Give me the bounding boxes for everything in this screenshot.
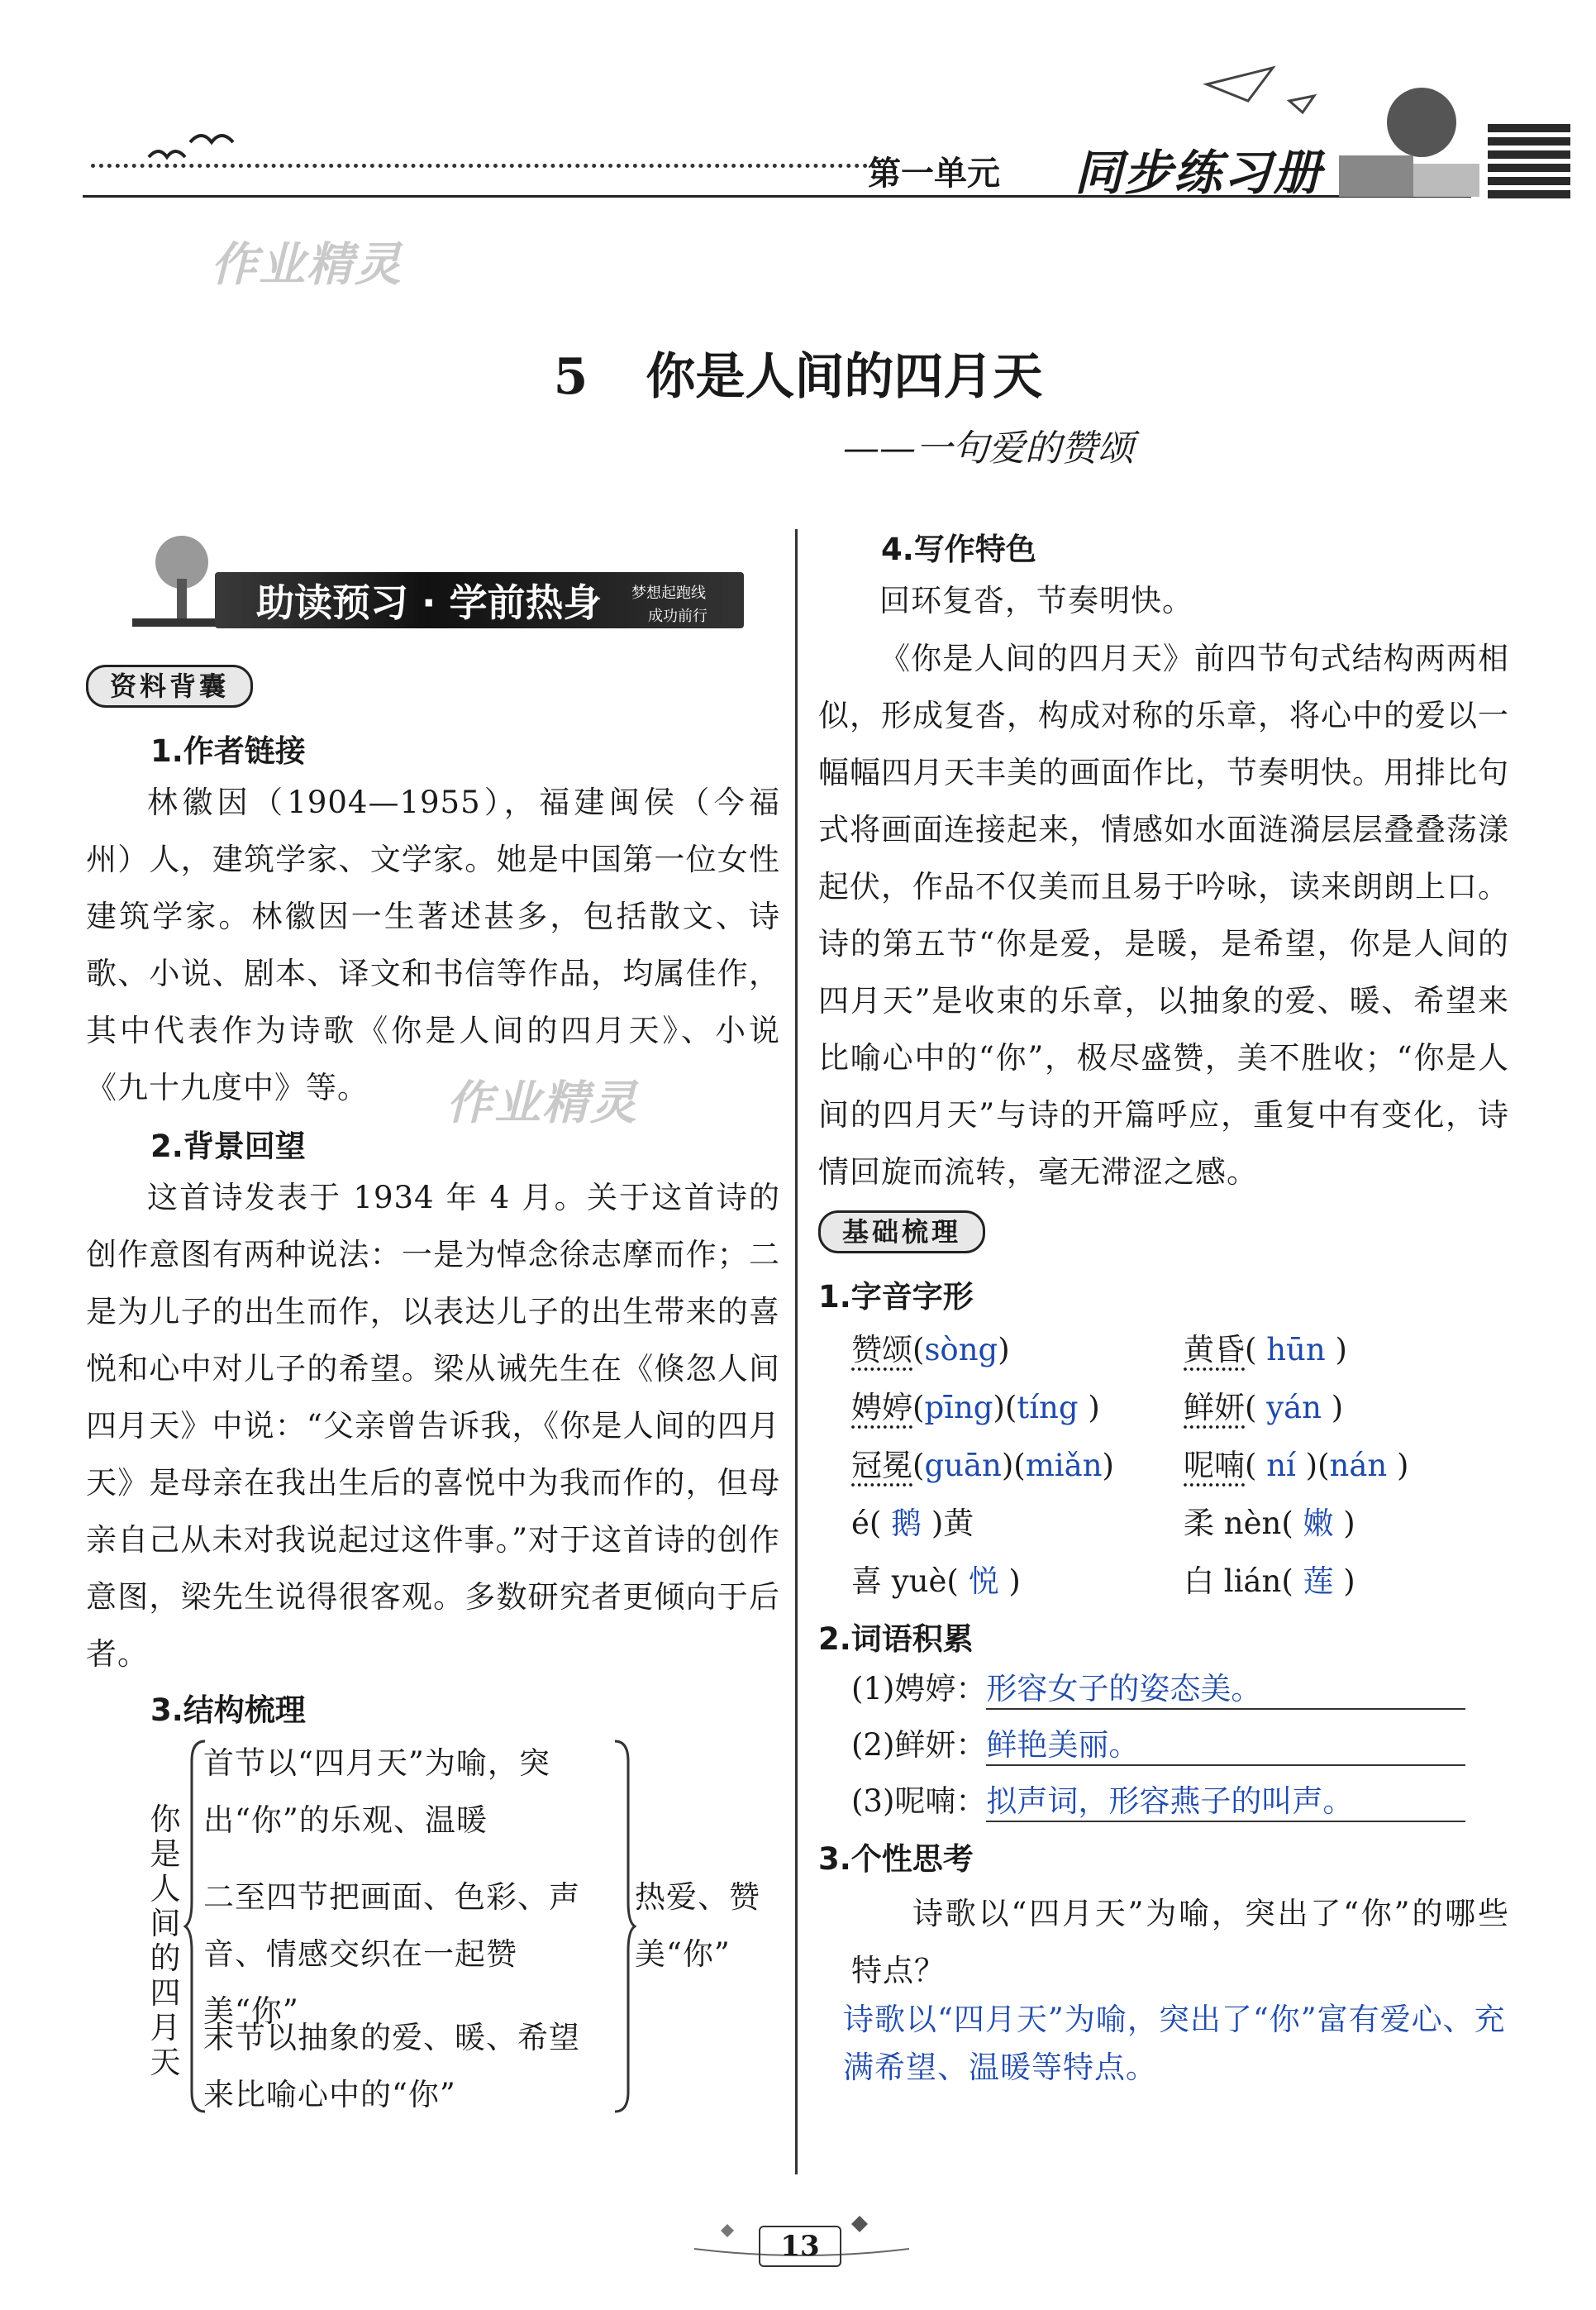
banner-slogan-2: 成功前行 xyxy=(648,608,707,625)
q3-answer: 诗歌以“四月天”为喻，突出了“你”富有爱心、充满希望、温暖等特点。 xyxy=(843,2002,1506,2085)
pinyin-item: 黄昏( hūn ) xyxy=(1184,1332,1347,1367)
pinyin-item: 喜 yuè( 悦 ) xyxy=(851,1563,1021,1599)
header-stripes xyxy=(1488,124,1570,203)
q1-heading: 1.字音字形 xyxy=(818,1279,974,1315)
banner-slogan-1: 梦想起跑线 xyxy=(631,585,706,602)
birds-icon xyxy=(141,124,240,174)
q2-heading: 2.词语积累 xyxy=(818,1621,974,1657)
writing-heading: 4.写作特色 xyxy=(881,532,1036,567)
tag-basics: 基础梳理 xyxy=(818,1210,985,1253)
structure-conclusion: 热爱、赞美“你” xyxy=(635,1879,760,1972)
author-heading: 1.作者链接 xyxy=(150,733,306,769)
structure-item-3: 末节以抽象的爱、暖、希望来比喻心中的“你” xyxy=(203,2020,580,2112)
structure-heading: 3.结构梳理 xyxy=(150,1692,306,1728)
lesson-name: 你是人间的四月天 xyxy=(646,348,1043,406)
book-title: 同步练习册 xyxy=(1074,145,1323,201)
lesson-title xyxy=(0,337,1596,408)
vocab-item: (2)鲜妍：鲜艳美丽。 xyxy=(851,1720,1509,1766)
author-paragraph: 林徽因（1904—1955），福建闽侯（今福州）人，建筑学家、文学家。她是中国第一位女性建筑学家。林徽因一生著述甚多，包括散文、诗歌、小说、剧本、译文和书信等作品，均属佳作，其中代表作为诗歌《你是人间的四月天》、小说《九十九度中》等。 xyxy=(86,785,780,1105)
tag-materials: 资料背囊 xyxy=(86,665,253,708)
structure-item-1: 首节以“四月天”为喻，突出“你”的乐观、温暖 xyxy=(203,1745,550,1838)
globe-books-icon xyxy=(1322,73,1488,205)
pinyin-item: 赞颂(sòng) xyxy=(851,1332,1010,1367)
structure-root: 你是人间的四月天 xyxy=(150,1802,181,2080)
pinyin-item: é( 鹅 )黄 xyxy=(851,1506,974,1541)
watermark: 作业精灵 xyxy=(446,1076,638,1130)
pinyin-item: 呢喃( ní )(nán ) xyxy=(1184,1448,1409,1483)
q3-question: 诗歌以“四月天”为喻，突出了“你”的哪些特点？ xyxy=(851,1896,1509,1988)
background-paragraph: 这首诗发表于 1934 年 4 月。关于这首诗的创作意图有两种说法：一是为悼念徐志摩而作；二是为儿子的出生而作，以表达儿子的出生带来的喜悦和心中对儿子的希望。梁从诫先生在《倏忽人间四月天》中说：“父亲曾告诉我，《你是人间的四月天》是母亲在我出生后的喜悦中为我而作的，但母亲自己从未对我说起过这件事。”对于这首诗的创作意图，梁先生说得很客观。多数研究者更倾向于后者。 xyxy=(86,1180,780,1672)
unit-label: 第一单元 xyxy=(868,155,1000,193)
pinyin-item: 鲜妍( yán ) xyxy=(1184,1390,1344,1425)
watermark: 作业精灵 xyxy=(211,238,403,292)
lesson-subtitle: ——一句爱的赞颂 xyxy=(843,427,1134,470)
background-heading: 2.背景回望 xyxy=(150,1129,306,1164)
vocab-item: (3)呢喃：拟声词，形容燕子的叫声。 xyxy=(851,1776,1509,1822)
paper-plane-icon xyxy=(1198,60,1322,126)
pinyin-item: 柔 nèn( 嫩 ) xyxy=(1184,1506,1355,1541)
vocab-item: (1)娉婷：形容女子的姿态美。 xyxy=(851,1663,1509,1710)
q3-heading: 3.个性思考 xyxy=(818,1841,974,1877)
pinyin-item: 白 lián( 莲 ) xyxy=(1184,1563,1355,1599)
lesson-number: 5 xyxy=(553,348,588,406)
pinyin-item: 冠冕(guān)(miǎn) xyxy=(851,1448,1114,1483)
writing-summary: 回环复沓，节奏明快。 xyxy=(879,583,1193,618)
page-number: 13 xyxy=(759,2226,841,2267)
structure-item-2: 二至四节把画面、色彩、声音、情感交织在一起赞美“你” xyxy=(203,1879,580,2029)
right-brace xyxy=(612,1736,636,2117)
writing-paragraph: 《你是人间的四月天》前四节句式结构两两相似，形成复沓，构成对称的乐章，将心中的爱以一幅幅四月天丰美的画面作比，节奏明快。用排比句式将画面连接起来，情感如水面涟漪层层叠叠荡漾起伏，作品不仅美而且易于吟咏，读来朗朗上口。诗的第五节“你是爱，是暖，是希望，你是人间的四月天”是收束的乐章，以抽象的爱、暖、希望来比喻心中的“你”，极尽盛赞，美不胜收；“你是人间的四月天”与诗的开篇呼应，重复中有变化，诗情回旋而流转，毫无滞涩之感。 xyxy=(818,641,1509,1190)
pinyin-item: 娉婷(pīng)(tíng ) xyxy=(851,1390,1100,1425)
column-divider xyxy=(795,529,798,2174)
banner-title: 助读预习 · 学前热身 xyxy=(256,580,602,625)
